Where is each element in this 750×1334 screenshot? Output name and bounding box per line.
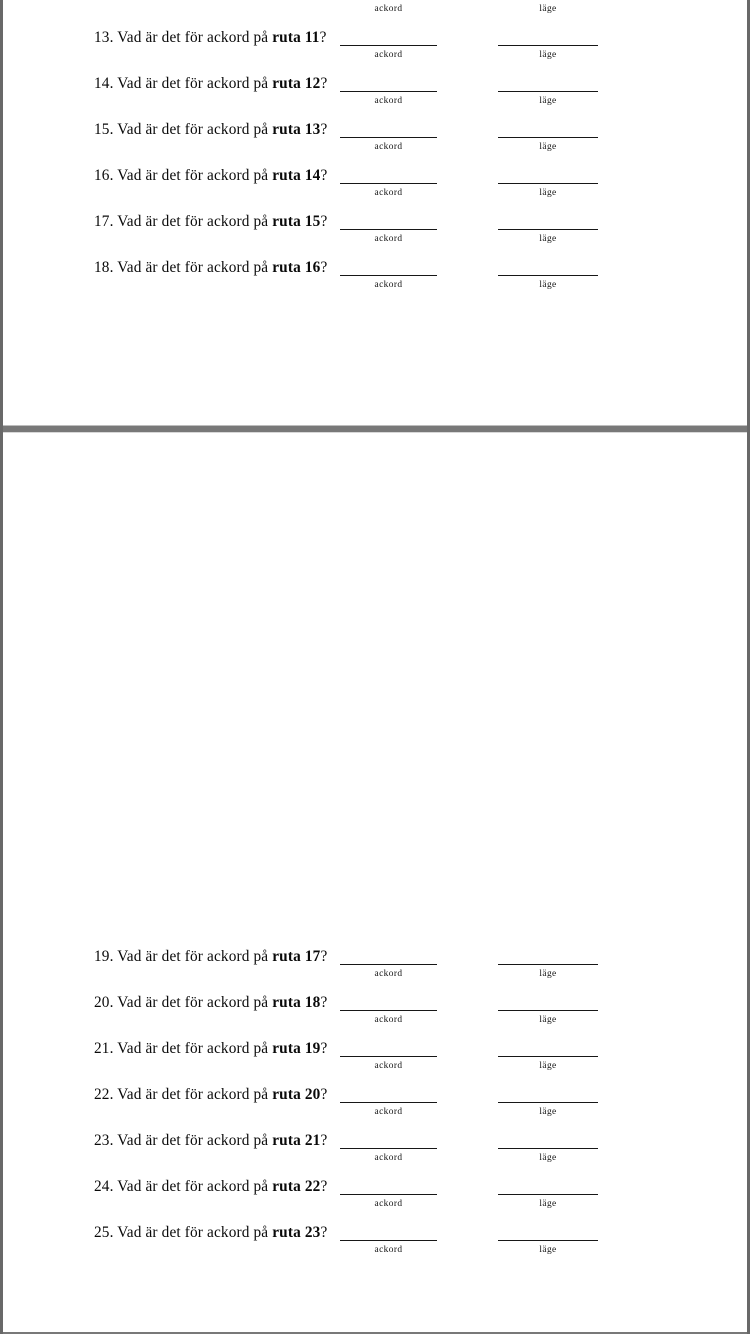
question-row — [3, 258, 747, 304]
blank-caption: läge — [539, 1061, 557, 1071]
answer-blank-ackord[interactable] — [340, 0, 437, 16]
question-prompt: Vad är det för ackord på — [113, 1224, 273, 1241]
blank-line — [498, 1223, 598, 1241]
answer-blank-lage[interactable] — [498, 166, 598, 200]
blank-caption: läge — [539, 50, 557, 60]
question-target: ruta 17 — [272, 948, 321, 965]
question-number: 13. — [94, 29, 114, 46]
answer-blank-ackord[interactable] — [340, 1039, 437, 1073]
blank-caption: läge — [539, 234, 557, 244]
blank-caption: ackord — [374, 96, 403, 106]
blank-line — [498, 1131, 598, 1149]
question-prompt: Vad är det för ackord på — [113, 213, 273, 230]
blank-line — [340, 74, 437, 92]
question-row — [3, 1039, 747, 1085]
blank-caption: ackord — [374, 969, 403, 979]
question-number: 17. — [94, 213, 114, 230]
blank-line — [340, 212, 437, 230]
answer-blank-ackord[interactable] — [340, 1085, 437, 1119]
question-target: ruta 22 — [272, 1178, 321, 1195]
answer-blank-lage[interactable] — [498, 1131, 598, 1165]
answer-blank-lage[interactable] — [498, 1177, 598, 1211]
question-text — [94, 1177, 327, 1197]
question-suffix: ? — [319, 29, 327, 46]
question-text — [94, 212, 327, 232]
answer-blank-lage[interactable] — [498, 993, 598, 1027]
answer-blank-ackord[interactable] — [340, 258, 437, 292]
question-text — [94, 166, 327, 186]
blank-line — [340, 947, 437, 965]
answer-blank-lage[interactable] — [498, 0, 598, 16]
answer-blank-ackord[interactable] — [340, 1131, 437, 1165]
answer-blank-ackord[interactable] — [340, 993, 437, 1027]
answer-blank-lage[interactable] — [498, 1039, 598, 1073]
question-number: 20. — [94, 994, 114, 1011]
question-text — [94, 1039, 327, 1059]
answer-blank-ackord[interactable] — [340, 166, 437, 200]
question-prompt: Vad är det för ackord på — [113, 121, 273, 138]
question-target: ruta 13 — [272, 121, 321, 138]
question-suffix: ? — [320, 994, 328, 1011]
answer-blank-lage[interactable] — [498, 258, 598, 292]
question-target: ruta 14 — [272, 167, 321, 184]
blank-caption: ackord — [374, 280, 403, 290]
blank-line — [340, 1131, 437, 1149]
blank-caption: läge — [539, 142, 557, 152]
blank-caption: ackord — [374, 188, 403, 198]
answer-blank-lage[interactable] — [498, 1223, 598, 1257]
answer-blank-lage[interactable] — [498, 212, 598, 246]
blank-line — [498, 120, 598, 138]
question-row — [3, 1085, 747, 1131]
question-suffix: ? — [320, 1086, 328, 1103]
question-target: ruta 11 — [272, 29, 320, 46]
answer-blank-ackord[interactable] — [340, 74, 437, 108]
question-number: 15. — [94, 121, 114, 138]
question-row — [3, 28, 747, 74]
question-suffix: ? — [320, 167, 328, 184]
answer-blank-ackord[interactable] — [340, 28, 437, 62]
question-number: 25. — [94, 1224, 114, 1241]
question-prompt: Vad är det för ackord på — [113, 75, 273, 92]
blank-caption: läge — [539, 188, 557, 198]
question-number: 24. — [94, 1178, 114, 1195]
question-text — [94, 1085, 327, 1105]
question-text — [94, 947, 327, 967]
question-number: 16. — [94, 167, 114, 184]
question-prompt: Vad är det för ackord på — [113, 1040, 273, 1057]
question-text — [94, 74, 327, 94]
blank-caption: läge — [539, 280, 557, 290]
question-suffix: ? — [320, 121, 328, 138]
question-row — [3, 120, 747, 166]
answer-blank-lage[interactable] — [498, 120, 598, 154]
question-target: ruta 19 — [272, 1040, 321, 1057]
blank-caption: läge — [539, 969, 557, 979]
blank-line — [340, 1177, 437, 1195]
blank-line — [340, 166, 437, 184]
blank-caption: läge — [539, 1245, 557, 1255]
answer-blank-lage[interactable] — [498, 74, 598, 108]
question-text — [94, 28, 327, 48]
question-prompt: Vad är det för ackord på — [113, 1178, 273, 1195]
question-target: ruta 12 — [272, 75, 321, 92]
blank-caption: läge — [539, 1015, 557, 1025]
blank-line — [498, 74, 598, 92]
blank-line — [340, 1085, 437, 1103]
question-row — [3, 212, 747, 258]
question-suffix: ? — [320, 213, 328, 230]
question-prompt: Vad är det för ackord på — [113, 948, 273, 965]
blank-line — [498, 1177, 598, 1195]
question-text — [94, 120, 327, 140]
blank-line — [498, 993, 598, 1011]
blank-line — [498, 212, 598, 230]
question-row — [3, 74, 747, 120]
question-number: 18. — [94, 259, 114, 276]
question-text — [94, 258, 327, 278]
answer-blank-ackord[interactable] — [340, 947, 437, 981]
answer-blank-lage[interactable] — [498, 28, 598, 62]
question-suffix: ? — [320, 1178, 328, 1195]
question-target: ruta 21 — [272, 1132, 321, 1149]
question-prompt: Vad är det för ackord på — [113, 1086, 273, 1103]
blank-line — [498, 166, 598, 184]
question-suffix: ? — [320, 1132, 328, 1149]
blank-line — [498, 28, 598, 46]
answer-blank-ackord[interactable] — [340, 120, 437, 154]
question-suffix: ? — [320, 1040, 328, 1057]
question-text — [94, 0, 327, 2]
blank-line — [340, 28, 437, 46]
question-target: ruta 15 — [272, 213, 321, 230]
question-suffix: ? — [320, 259, 328, 276]
blank-caption: ackord — [374, 1107, 403, 1117]
blank-line — [498, 1039, 598, 1057]
question-suffix: ? — [320, 1224, 328, 1241]
blank-caption: ackord — [374, 4, 403, 14]
blank-line — [498, 1085, 598, 1103]
question-row — [3, 0, 747, 28]
question-number: 19. — [94, 948, 114, 965]
question-prompt: Vad är det för ackord på — [113, 1132, 273, 1149]
question-text — [94, 993, 327, 1013]
question-text — [94, 1131, 327, 1151]
blank-caption: läge — [539, 4, 557, 14]
answer-blank-ackord[interactable] — [340, 1177, 437, 1211]
question-prompt: Vad är det för ackord på — [113, 167, 273, 184]
question-number: 21. — [94, 1040, 114, 1057]
answer-blank-ackord[interactable] — [340, 212, 437, 246]
blank-caption: läge — [539, 96, 557, 106]
blank-caption: läge — [539, 1153, 557, 1163]
blank-caption: ackord — [374, 50, 403, 60]
question-number: 23. — [94, 1132, 114, 1149]
question-row — [3, 947, 747, 993]
answer-blank-lage[interactable] — [498, 1085, 598, 1119]
answer-blank-ackord[interactable] — [340, 1223, 437, 1257]
blank-line — [340, 993, 437, 1011]
blank-caption: ackord — [374, 1153, 403, 1163]
blank-line — [498, 258, 598, 276]
question-target: ruta 16 — [272, 259, 321, 276]
question-prompt: Vad är det för ackord på — [113, 994, 273, 1011]
question-row — [3, 1131, 747, 1177]
question-list-page-2 — [3, 947, 747, 1269]
blank-caption: ackord — [374, 1199, 403, 1209]
question-text — [94, 1223, 327, 1243]
question-target: ruta 23 — [272, 1224, 321, 1241]
question-target: ruta 18 — [272, 994, 321, 1011]
question-row — [3, 993, 747, 1039]
blank-line — [498, 947, 598, 965]
blank-line — [340, 1039, 437, 1057]
question-suffix: ? — [320, 948, 328, 965]
blank-caption: ackord — [374, 234, 403, 244]
blank-line — [340, 258, 437, 276]
blank-caption: ackord — [374, 1245, 403, 1255]
blank-caption: läge — [539, 1107, 557, 1117]
question-list-page-1 — [3, 0, 747, 304]
blank-line — [340, 120, 437, 138]
blank-caption: ackord — [374, 142, 403, 152]
question-number: 14. — [94, 75, 114, 92]
question-row — [3, 166, 747, 212]
question-prompt: Vad är det för ackord på — [113, 259, 273, 276]
question-target: ruta 20 — [272, 1086, 321, 1103]
question-row — [3, 1177, 747, 1223]
blank-line — [340, 1223, 437, 1241]
document-page-1 — [3, 0, 747, 426]
document-page-2 — [3, 432, 747, 1332]
blank-caption: ackord — [374, 1015, 403, 1025]
question-row — [3, 1223, 747, 1269]
question-number: 22. — [94, 1086, 114, 1103]
question-prompt: Vad är det för ackord på — [113, 29, 273, 46]
blank-caption: ackord — [374, 1061, 403, 1071]
answer-blank-lage[interactable] — [498, 947, 598, 981]
question-suffix: ? — [320, 75, 328, 92]
blank-caption: läge — [539, 1199, 557, 1209]
